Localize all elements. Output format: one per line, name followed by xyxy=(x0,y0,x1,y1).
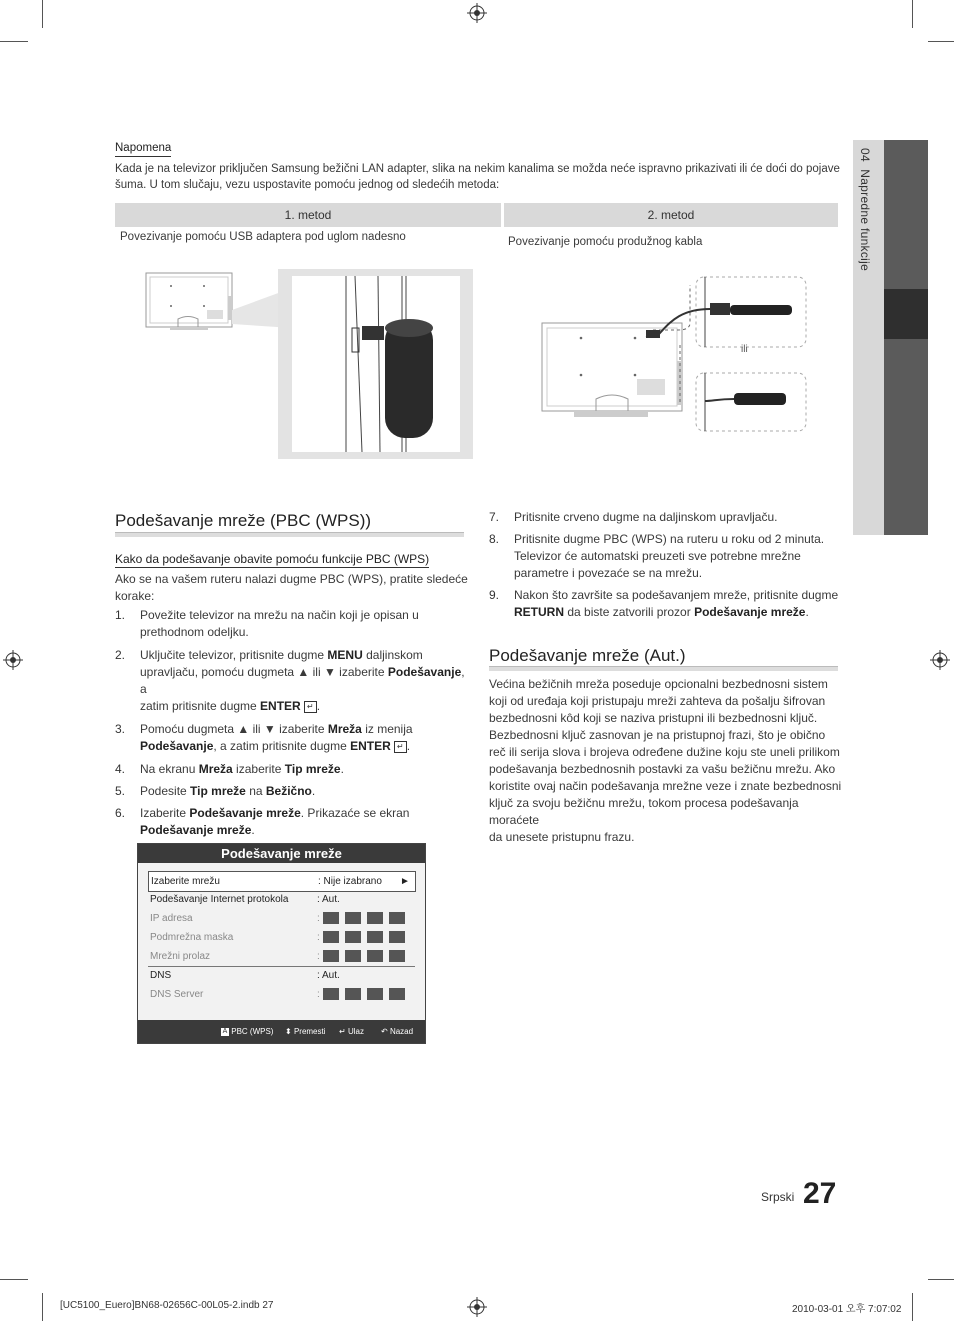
auto-description-line: podešavanja bezbednosnih postavki za vašu bežičnu mrežu. Ako xyxy=(489,762,836,776)
pbc-subtitle: Kako da podešavanje obavite pomoću funkcije PBC (WPS) xyxy=(115,552,430,566)
subnet-octet-field[interactable] xyxy=(389,931,405,943)
gateway-octet-field[interactable] xyxy=(367,950,383,962)
osd-colon: : xyxy=(317,989,320,1000)
extension-cable-illustration xyxy=(538,275,810,433)
note-text xyxy=(115,161,845,193)
osd-hint-move xyxy=(285,1020,326,1043)
osd-row-label: Podmrežna maska xyxy=(150,932,234,943)
method1-header: 1. metod xyxy=(115,203,501,227)
osd-row-dns[interactable] xyxy=(150,966,415,985)
menu-item-label: Tip mreže xyxy=(284,762,341,776)
pbc-steps-list xyxy=(115,607,470,844)
subnet-octet-field[interactable] xyxy=(367,931,383,943)
auto-description-line: reč ili serija slova i brojeva određene dužine koju ste uneli prilikom xyxy=(489,745,840,759)
step-number: 6. xyxy=(115,806,126,820)
enter-icon: ↵ xyxy=(394,741,407,753)
dns-octet-field[interactable] xyxy=(389,988,405,1000)
page-number: 27 xyxy=(803,1177,837,1210)
osd-row-label: Podešavanje Internet protokola xyxy=(150,894,289,905)
osd-row-gateway[interactable] xyxy=(150,947,415,966)
step-item xyxy=(489,509,844,526)
step-text: daljinskom xyxy=(362,648,423,662)
usb-adapter-illustration xyxy=(140,268,475,460)
step-line xyxy=(140,822,470,839)
menu-item-label: Podešavanje xyxy=(387,665,462,679)
step-text: . xyxy=(251,823,255,837)
network-settings-screen xyxy=(137,843,426,1044)
step-number: 2. xyxy=(115,648,126,662)
registration-mark-icon xyxy=(467,1297,487,1317)
dns-octet-field[interactable] xyxy=(323,988,339,1000)
osd-row-dns-server[interactable] xyxy=(150,985,415,1004)
step-text: zatim pritisnite dugme xyxy=(140,699,261,713)
osd-row-label: DNS xyxy=(150,970,172,981)
section-rule xyxy=(115,532,464,537)
pbc-intro xyxy=(115,571,470,605)
note-text-line: Kada je na televizor priključen Samsung bežični LAN adapter, slika na nekim kanalima se možda neće ispravno prikazivati ili će doći do pojave xyxy=(115,163,840,175)
osd-hint-label: Nazad xyxy=(389,1027,414,1036)
osd-row-ip-address[interactable] xyxy=(150,909,415,928)
step-text: Pomoću dugmeta ▲ ili ▼ izaberite xyxy=(140,722,328,736)
crop-mark xyxy=(912,0,913,28)
menu-item-label: Tip mreže xyxy=(190,784,246,798)
osd-hint-label: Ulaz xyxy=(347,1027,364,1036)
crop-mark xyxy=(928,1279,954,1280)
osd-row-label: DNS Server xyxy=(150,989,204,1000)
step-line xyxy=(140,783,470,800)
pbc-intro-line: korake: xyxy=(115,589,155,603)
step-line: Povežite televizor na mrežu na način koji je opisan u xyxy=(140,608,419,622)
registration-mark-icon xyxy=(3,650,23,670)
note-heading: Napomena xyxy=(115,140,171,157)
osd-row-select-network[interactable] xyxy=(148,871,416,892)
right-arrow-icon: ► xyxy=(400,876,410,887)
ip-octet-field[interactable] xyxy=(323,912,339,924)
step-line: prethodnom odeljku. xyxy=(140,625,249,639)
menu-item-label: Podešavanje mreže xyxy=(694,605,806,619)
gateway-octet-field[interactable] xyxy=(389,950,405,962)
step-item xyxy=(115,721,470,755)
step-text: Podesite xyxy=(140,784,191,798)
pbc-intro-line: Ako se na vašem ruteru nalazi dugme PBC (WPS), pratite sledeće xyxy=(115,572,468,586)
crop-mark xyxy=(928,41,954,42)
osd-row-subnet-mask[interactable] xyxy=(150,928,415,947)
step-text: , a xyxy=(140,665,465,696)
osd-colon: : xyxy=(317,932,320,943)
step-line: Televizor će automatski preuzeti sve potrebne mrežne xyxy=(514,549,801,563)
osd-row-value: : Nije izabrano xyxy=(318,876,382,887)
step-item xyxy=(115,805,470,839)
crop-mark xyxy=(0,1279,28,1280)
section-title-auto: Podešavanje mreže (Aut.) xyxy=(489,646,686,665)
chapter-label xyxy=(858,148,872,271)
osd-colon: : xyxy=(317,913,320,924)
registration-mark-icon xyxy=(930,650,950,670)
step-text: Na ekranu xyxy=(140,762,199,776)
return-key-label: RETURN xyxy=(514,605,564,619)
enter-icon: ↵ xyxy=(304,701,317,713)
step-line xyxy=(140,647,470,664)
step-item xyxy=(489,531,844,582)
osd-hint-label: PBC (WPS) xyxy=(231,1027,274,1036)
note-text-line: šuma. U tom slučaju, vezu uspostavite pomoću jednog od sledećih metoda: xyxy=(115,179,500,191)
step-text: . xyxy=(406,739,411,753)
auto-description-line: ključ za svoju bežičnu mrežu, tokom procesa podešavanja moraćete xyxy=(489,796,799,827)
auto-description xyxy=(489,676,844,846)
step-item xyxy=(489,587,844,621)
gateway-octet-field[interactable] xyxy=(323,950,339,962)
pbc-steps-list-continued xyxy=(489,509,844,626)
osd-colon: : xyxy=(317,951,320,962)
ip-octet-field[interactable] xyxy=(367,912,383,924)
print-info-right: 2010-03-01 오후 7:07:02 xyxy=(792,1304,902,1315)
chapter-tab-indicator xyxy=(884,289,928,339)
menu-item-label: Podešavanje xyxy=(140,739,214,753)
step-item xyxy=(115,761,470,778)
auto-description-line: koji od uređaja koji pristupaju mreži zahteva da pošalju šifrovan xyxy=(489,694,826,708)
osd-hint-pbc xyxy=(221,1020,273,1043)
step-line: parametre i povezaće se na mrežu. xyxy=(514,566,703,580)
osd-row-label: IP adresa xyxy=(150,913,193,924)
print-info-left: [UC5100_Euero]BN68-02656C-00L05-2.indb 27 xyxy=(60,1300,274,1311)
enter-key-label: ENTER xyxy=(350,739,391,753)
dns-octet-field[interactable] xyxy=(367,988,383,1000)
menu-item-label: Bežično xyxy=(265,784,312,798)
auto-description-line: bezbednosni kôd koji se naziva pristupni ili bezbednosni ključ. xyxy=(489,711,818,725)
or-label: ili xyxy=(741,344,748,355)
auto-description-line: Većina bežičnih mreža poseduje opcionalni bezbednosni sistem xyxy=(489,677,828,691)
step-item xyxy=(115,783,470,800)
menu-item-label: Mreža xyxy=(327,722,362,736)
step-line xyxy=(514,604,844,621)
ip-octet-field[interactable] xyxy=(389,912,405,924)
step-text: . xyxy=(340,762,344,776)
step-text: Uključite televizor, pritisnite dugme xyxy=(140,648,328,662)
subnet-octet-field[interactable] xyxy=(345,931,361,943)
osd-hint-label: Premesti xyxy=(293,1027,326,1036)
osd-row-value: : Aut. xyxy=(317,970,340,981)
step-text: izaberite xyxy=(232,762,285,776)
menu-item-label: Mreža xyxy=(198,762,233,776)
red-button-icon: A xyxy=(222,1027,228,1035)
dns-octet-field[interactable] xyxy=(345,988,361,1000)
gateway-octet-field[interactable] xyxy=(345,950,361,962)
step-line xyxy=(140,721,470,738)
ip-octet-field[interactable] xyxy=(345,912,361,924)
step-line: Nakon što završite sa podešavanjem mreže, pritisnite dugme xyxy=(514,588,839,602)
step-line xyxy=(140,698,470,715)
menu-item-label: Podešavanje mreže xyxy=(189,806,301,820)
osd-row-label: Mrežni prolaz xyxy=(150,951,211,962)
osd-row-value xyxy=(317,928,411,947)
osd-footer xyxy=(138,1020,425,1043)
osd-row-ip-settings[interactable] xyxy=(150,890,415,909)
auto-description-line: Bezbednosni ključ zasnovan je na pristupnoj frazi, što je obično xyxy=(489,728,826,742)
step-line xyxy=(140,805,470,822)
step-number: 3. xyxy=(115,722,126,736)
enter-key-label: ENTER xyxy=(260,699,301,713)
auto-description-line: koristite ovaj način podešavanja mrežne veze i znate bezbednosni xyxy=(489,779,842,793)
osd-row-value xyxy=(317,947,411,966)
osd-hint-back xyxy=(381,1020,413,1043)
step-line: Pritisnite dugme PBC (WPS) na ruteru u roku od 2 minuta. xyxy=(514,532,825,546)
step-item xyxy=(115,647,470,715)
method2-header: 2. metod xyxy=(504,203,838,227)
osd-hint-enter xyxy=(339,1020,364,1043)
language-label: Srpski xyxy=(761,1190,795,1204)
osd-title: Podešavanje mreže xyxy=(138,844,425,863)
step-text: . xyxy=(316,699,321,713)
step-number: 7. xyxy=(489,510,500,524)
registration-mark-icon xyxy=(467,3,487,23)
step-line: Pritisnite crveno dugme na daljinskom upravljaču. xyxy=(514,510,778,524)
enter-icon: ↵ xyxy=(339,1027,346,1036)
osd-row-label: Izaberite mrežu xyxy=(151,876,220,887)
step-line xyxy=(140,761,470,778)
method2-description: Povezivanje pomoću produžnog kabla xyxy=(508,236,703,248)
step-text: . Prikazaće se ekran xyxy=(300,806,410,820)
crop-mark xyxy=(42,0,43,28)
chapter-number: 04 xyxy=(858,148,872,162)
section-title-pbc: Podešavanje mreže (PBC (WPS)) xyxy=(115,511,372,530)
method1-description: Povezivanje pomoću USB adaptera pod uglom nadesno xyxy=(120,231,406,243)
osd-row-value xyxy=(317,985,411,1004)
step-number: 4. xyxy=(115,762,126,776)
chapter-title: Napredne funkcije xyxy=(858,169,872,272)
step-text: iz menija xyxy=(361,722,413,736)
step-line xyxy=(140,664,470,698)
osd-row-value xyxy=(317,909,411,928)
section-rule xyxy=(489,666,838,671)
crop-mark xyxy=(912,1293,913,1321)
return-icon: ↶ xyxy=(381,1027,388,1036)
step-text: . xyxy=(311,784,316,798)
auto-description-line: da unesete pristupnu frazu. xyxy=(489,830,635,844)
step-number: 1. xyxy=(115,608,126,622)
step-line xyxy=(140,738,470,755)
step-number: 8. xyxy=(489,532,500,546)
crop-mark xyxy=(0,41,28,42)
step-text: , a zatim pritisnite dugme xyxy=(213,739,351,753)
menu-item-label: Podešavanje mreže xyxy=(140,823,252,837)
step-text: na xyxy=(245,784,266,798)
step-number: 9. xyxy=(489,588,500,602)
step-number: 5. xyxy=(115,784,126,798)
step-text: upravljaču, pomoću dugmeta ▲ ili ▼ izaberite xyxy=(140,665,388,679)
up-down-arrow-icon: ⬍ xyxy=(285,1027,292,1036)
menu-key-label: MENU xyxy=(327,648,363,662)
crop-mark xyxy=(42,1293,43,1321)
subnet-octet-field[interactable] xyxy=(323,931,339,943)
step-text: Izaberite xyxy=(140,806,190,820)
step-item xyxy=(115,607,470,641)
step-text: da biste zatvorili prozor xyxy=(564,605,695,619)
step-text: . xyxy=(805,605,809,619)
osd-row-value: : Aut. xyxy=(317,894,340,905)
